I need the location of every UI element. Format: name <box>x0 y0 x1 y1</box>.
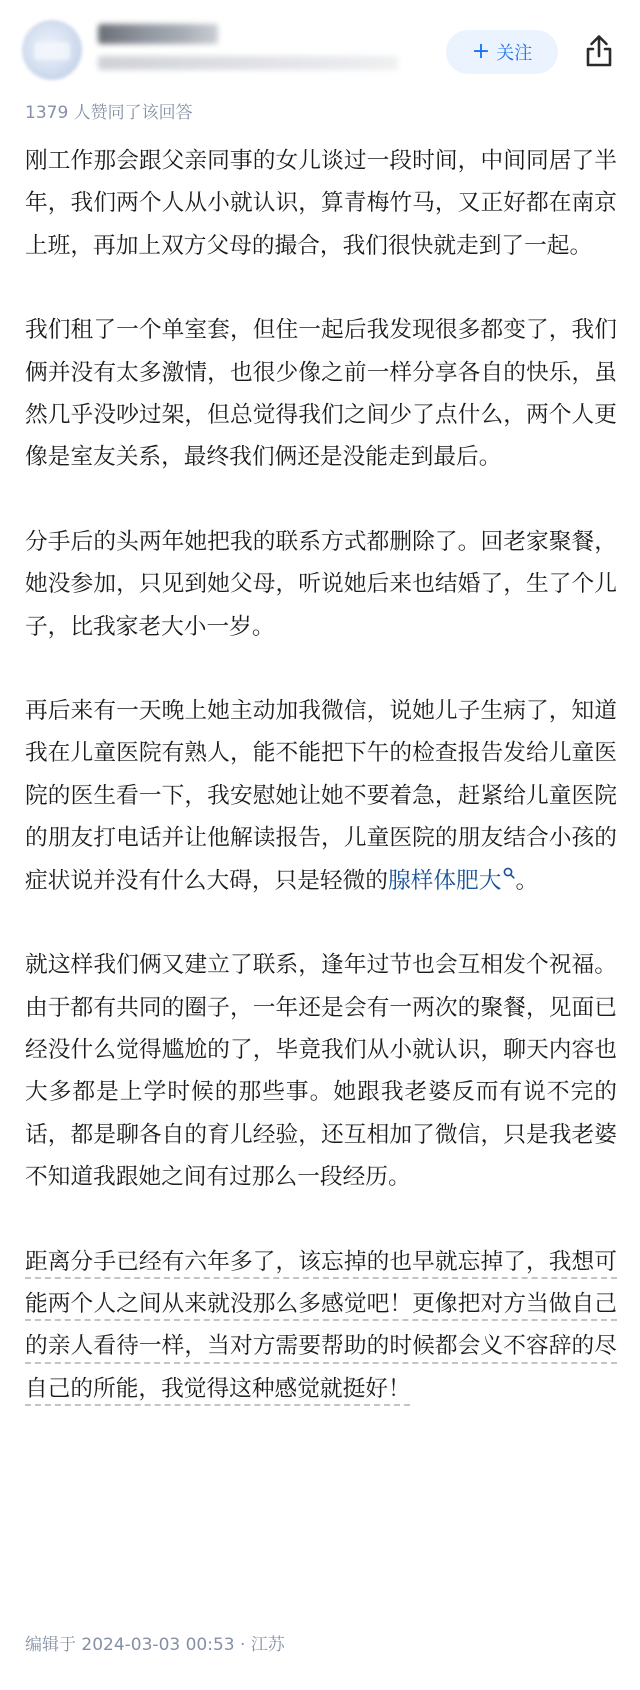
share-icon <box>583 34 615 68</box>
answer-paragraph-6: 距离分手已经有六年多了，该忘掉的也早就忘掉了，我想可能两个人之间从来就没那么多感觉吧！更像把对方当做自己的亲人看待一样，当对方需要帮助的时候都会义不容辞的尽自己的所能，我觉得这种感觉就挺好！ <box>25 1248 617 1402</box>
avatar[interactable] <box>22 20 82 80</box>
plus-icon: + <box>471 39 491 64</box>
follow-label: 关注 <box>496 43 533 64</box>
answer-paragraph-5: 就这样我们俩又建立了联系，逢年过节也会互相发个祝福。由于都有共同的圈子，一年还是会有一两次的聚餐，见面已经没什么觉得尴尬的了，毕竟我们从小就认识，聊天内容也大多都是上学时候的那些事。她跟我老婆反而有说不完的话，都是聊各自的育儿经验，还互相加了微信，只是我老婆不知道我跟她之间有过那么一段经历。 <box>25 952 617 1191</box>
answer-paragraph-1: 刚工作那会跟父亲同事的女儿谈过一段时间，中间同居了半年，我们两个人从小就认识，算青梅竹马，又正好都在南京上班，再加上双方父母的撮合，我们很快就走到了一起。 <box>25 148 617 259</box>
answer-paragraph-2: 我们租了一个单室套，但住一起后我发现很多都变了，我们俩并没有太多激情，也很少像之前一样分享各自的快乐，虽然几乎没吵过架，但总觉得我们之间少了点什么，两个人更像是室友关系，最终我们俩还是没能走到最后。 <box>25 317 617 471</box>
keyword-link[interactable] <box>388 868 515 894</box>
author-header <box>0 0 640 100</box>
keyword-link-text: 腺样体肥大 <box>388 867 502 894</box>
answer-paragraph-3: 分手后的头两年她把我的联系方式都删除了。回老家聚餐，她没参加，只见到她父母，听说她后来也结婚了，生了个儿子，比我家老大小一岁。 <box>25 528 617 640</box>
follow-button[interactable] <box>446 30 558 74</box>
share-button[interactable] <box>578 30 620 72</box>
author-headline-blurred <box>98 56 398 70</box>
edit-info: 编辑于 2024-03-03 00:53 · 江苏 <box>25 1635 285 1655</box>
paragraph-4-tail: 。 <box>515 867 539 894</box>
answer-body <box>25 140 617 1452</box>
author-name-blurred[interactable] <box>98 24 218 44</box>
search-icon <box>503 867 515 879</box>
answer-paragraph-4 <box>25 690 617 902</box>
vote-count: 1379 人赞同了该回答 <box>25 103 193 123</box>
paragraph-4-text: 再后来有一天晚上她主动加我微信，说她儿子生病了，知道我在儿童医院有熟人，能不能把下午的检查报告发给儿童医院的医生看一下，我安慰她让她不要着急，赶紧给儿童医院的朋友打电话并让他解读报告，儿童医院的朋友结合小孩的症状说并没有什么大碍，只是轻微的 <box>25 698 617 894</box>
